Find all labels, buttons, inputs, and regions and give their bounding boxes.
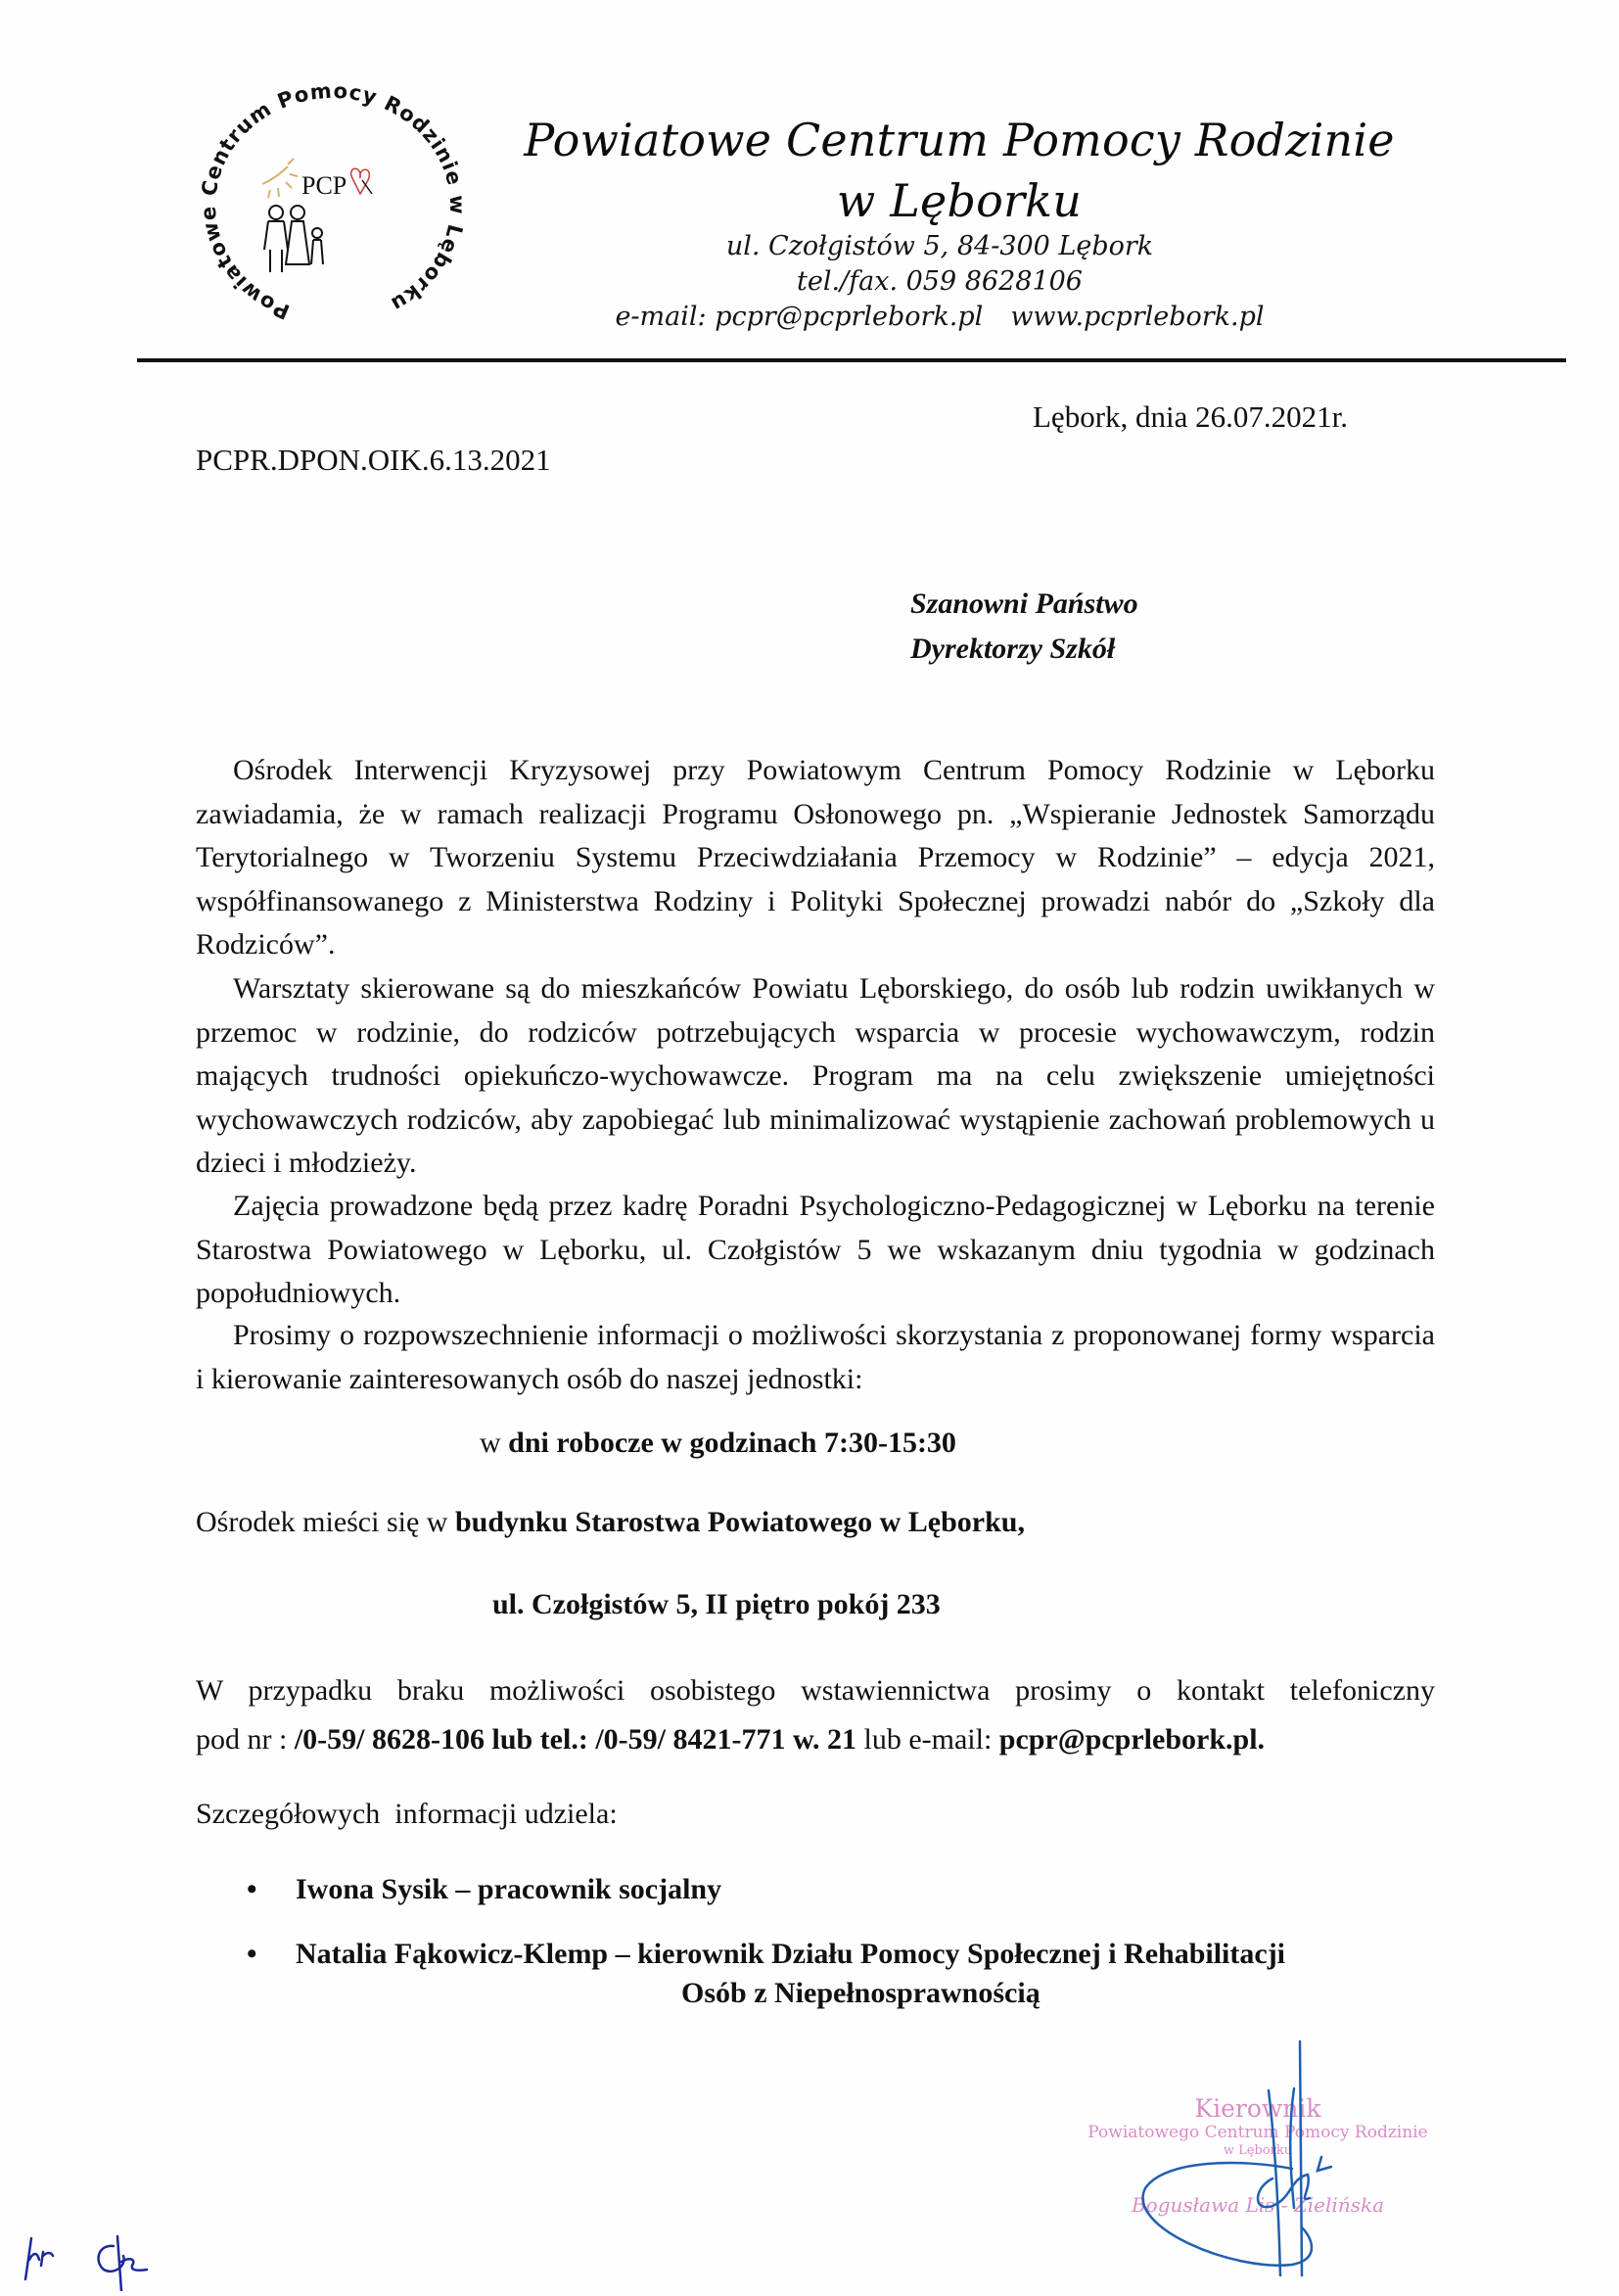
- paragraph-text: Ośrodek Interwencji Kryzysowej przy Powiatowym Centrum Pomocy Rodzinie w Lęborku zawiadamia, że w ramach realizacji Programu Osłonowego pn. „Wspieranie Jednostek Samorządu Terytorialnego w Tworzeniu Systemu Przeciwdziałania Przemocy w Rodzinie” – edycja 2021, współfinansowanego z Ministerstwa Rodziny i Polityki Społecznej prowadzi nabór do „Szkoły dla Rodziców”.: [196, 754, 1435, 961]
- bullet-icon: •: [247, 1938, 257, 1970]
- contact-persons-list: [235, 1870, 1449, 2038]
- organization-email[interactable]: e-mail: pcpr@pcprlebork.pl: [615, 302, 984, 332]
- paragraph-text: Zajęcia prowadzone będą przez kadrę Poradni Psychologiczno-Pedagogicznej w Lęborku na terenie Starostwa Powiatowego w Lęborku, ul. Czołgistów 5 we wskazanym dniu tygodnia w godzinach popołudniowych.: [196, 1190, 1435, 1309]
- reference-number: PCPR.DPON.OIK.6.13.2021: [196, 443, 551, 477]
- organization-website[interactable]: www.pcprlebork.pl: [1010, 302, 1265, 332]
- handwritten-signature-icon: [1126, 2032, 1380, 2276]
- office-location-building: budynku Starostwa Powiatowego w Lęborku,: [454, 1506, 1025, 1538]
- contact-person: Iwona Sysik – pracownik socjalny: [296, 1873, 722, 1905]
- stamp-title: Kierownik: [1194, 2094, 1321, 2123]
- addressee-line2: Dyrektorzy Szkół: [910, 633, 1116, 665]
- body-paragraph-2: [196, 967, 1435, 1186]
- contact-phones: /0-59/ 8628-106 lub tel.: /0-59/ 8421-771 w. 21: [294, 1723, 856, 1756]
- office-hours-prefix: w: [480, 1427, 509, 1459]
- contact-lub-email: lub e-mail:: [856, 1723, 999, 1756]
- body-paragraph-1: [196, 749, 1435, 967]
- organization-contact-block: [548, 229, 1331, 335]
- list-item: [235, 1935, 1449, 2013]
- letter-date: Lębork, dnia 26.07.2021r.: [1033, 399, 1349, 434]
- contact-person-continuation: Osób z Niepełnosprawnością: [681, 1977, 1041, 2009]
- handwritten-initials-icon: [20, 2223, 166, 2291]
- bullet-icon: •: [247, 1873, 257, 1905]
- office-location: [196, 1506, 1025, 1539]
- office-hours: [480, 1427, 956, 1460]
- contact-paragraph: [196, 1666, 1435, 1764]
- svg-text:Powiatowe Centrum Pomocy Rodzi: Powiatowe Centrum Pomocy Rodzinie w Lęborku: [196, 78, 470, 324]
- addressee-line1: Szanowni Państwo: [910, 587, 1138, 620]
- paragraph-text: Warsztaty skierowane są do mieszkańców Powiatu Lęborskiego, do osób lub rodzin uwikłanych w przemoc w rodzinie, do rodziców potrzebujących wsparcia w procesie wychowawczym, rodzin mających trudności opiekuńczo-wychowawcze. Program ma na celu zwiększenie umiejętności wychowawczych rodziców, aby zapobiegać lub minimalizować wystąpienie zachowań problemowych u dzieci i młodzieży.: [196, 972, 1435, 1179]
- body-paragraph-4: [196, 1314, 1435, 1401]
- details-label: Szczegółowych informacji udziela:: [196, 1798, 618, 1830]
- organization-phone: tel./fax. 059 8628106: [797, 266, 1083, 297]
- stamp-organization: Powiatowego Centrum Pomocy Rodzinie: [1087, 2123, 1428, 2142]
- svg-text:PCP: PCP: [301, 171, 347, 200]
- body-paragraph-3: [196, 1185, 1435, 1316]
- office-location-prefix: Ośrodek mieści się w: [196, 1506, 455, 1538]
- list-item: [235, 1870, 1449, 1909]
- letterhead-divider: [137, 358, 1566, 362]
- office-hours-value: dni robocze w godzinach 7:30-15:30: [508, 1427, 956, 1459]
- organization-address: ul. Czołgistów 5, 84-300 Lębork: [725, 231, 1154, 261]
- stamp-name: Bogusława Lis - Zielińska: [1131, 2193, 1385, 2217]
- contact-pod-nr: pod nr :: [196, 1723, 295, 1756]
- stamp-city: w Lęborku: [1223, 2143, 1293, 2158]
- family-sun-logo-icon: [186, 69, 480, 343]
- organization-name-line1: Powiatowe Centrum Pomocy Rodzinie: [524, 114, 1395, 166]
- addressee: [910, 582, 1138, 672]
- office-room: ul. Czołgistów 5, II piętro pokój 233: [492, 1588, 941, 1620]
- contact-line1: W przypadku braku możliwości osobistego wstawiennictwa prosimy o kontakt telefoniczny: [196, 1674, 1435, 1707]
- contact-person: Natalia Fąkowicz-Klemp – kierownik Działu Pomocy Społecznej i Rehabilitacji: [296, 1938, 1286, 1970]
- organization-name-line2: w Lęborku: [836, 174, 1083, 227]
- organization-logo: [186, 69, 480, 343]
- paragraph-text: Prosimy o rozpowszechnienie informacji o możliwości skorzystania z proponowanej formy wsparcia i kierowanie zainteresowanych osób do naszej jednostki:: [196, 1319, 1435, 1395]
- contact-email[interactable]: pcpr@pcprlebork.pl.: [998, 1723, 1266, 1756]
- organization-name: [470, 110, 1449, 231]
- organization-web-contacts: [548, 300, 1331, 335]
